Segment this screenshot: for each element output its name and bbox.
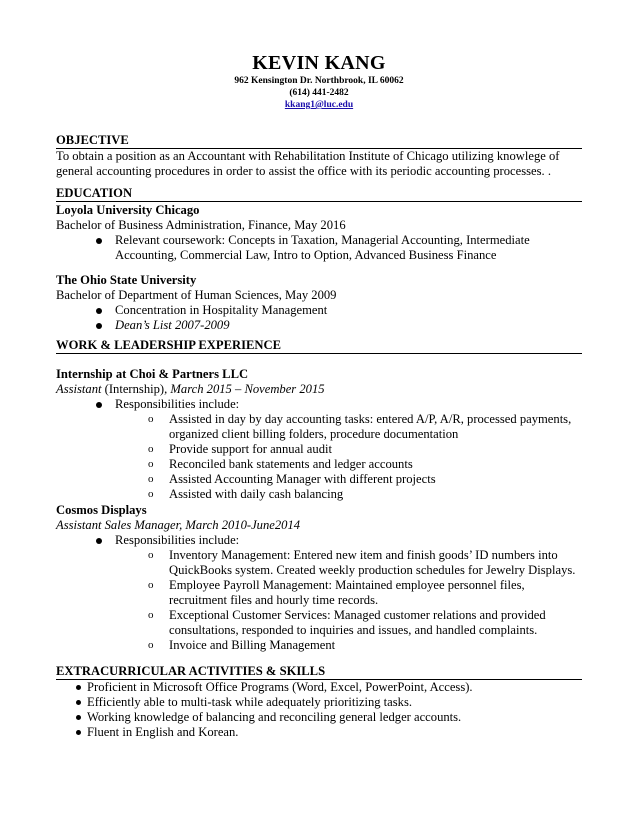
sub-bullet-icon: o	[148, 609, 154, 621]
sub-text-line: Assisted with daily cash balancing	[169, 487, 344, 501]
phone: (614) 441-2482	[289, 88, 349, 98]
skill-text: Efficiently able to multi-task while adequately prioritizing tasks.	[87, 695, 413, 709]
school-name: Loyola University Chicago	[56, 203, 200, 217]
bullet-text-line: Concentration in Hospitality Management	[115, 303, 328, 317]
skills-heading: EXTRACURRICULAR ACTIVITIES & SKILLS	[56, 664, 582, 680]
sub-text-line: Employee Payroll Management: Maintained employee personnel files,	[169, 578, 525, 592]
skill-text: Fluent in English and Korean.	[87, 725, 239, 739]
bullet-icon	[96, 402, 102, 408]
sub-text-line: organized client billing folders, procedure documentation	[169, 427, 459, 441]
sub-bullet-icon: o	[148, 549, 154, 561]
sub-bullet-icon: o	[148, 473, 154, 485]
sub-text-line: Assisted in day by day accounting tasks: entered A/P, A/R, processed payments,	[169, 412, 572, 426]
objective-heading: OBJECTIVE	[56, 133, 582, 149]
objective-line-1: To obtain a position as an Accountant with Rehabilitation Institute of Chicago utilizing knowlege of	[56, 149, 560, 163]
sub-text-line: Exceptional Customer Services: Managed customer relations and provided	[169, 608, 546, 622]
bullet-text-line: Relevant coursework: Concepts in Taxation, Managerial Accounting, Intermediate	[115, 233, 530, 247]
sub-list-item	[56, 548, 582, 578]
sub-bullet-icon: o	[148, 413, 154, 425]
sub-bullet-icon: o	[148, 458, 154, 470]
role-type: (Internship)	[101, 382, 165, 396]
sub-list-item	[56, 638, 582, 653]
address: 962 Kensington Dr. Northbrook, IL 60062	[234, 76, 404, 86]
sub-list-item	[56, 457, 582, 472]
sub-text-line: QuickBooks system. Created weekly production schedules for Jewelry Displays.	[169, 563, 576, 577]
list-item	[56, 303, 582, 318]
bullet-icon	[76, 700, 81, 705]
sub-list-item	[56, 442, 582, 457]
list-item	[56, 318, 582, 333]
sub-text-line: consultations, responded to inquiries and issues, and handled complaints.	[169, 623, 538, 637]
bullet-icon	[96, 308, 102, 314]
role-title: Assistant	[56, 382, 102, 396]
company-name: Cosmos Displays	[56, 503, 147, 517]
degree: Bachelor of Department of Human Sciences, May 2009	[56, 288, 337, 302]
applicant-name: KEVIN KANG	[252, 52, 386, 74]
resume-page	[56, 52, 582, 740]
email-line	[56, 99, 582, 111]
sub-list-item	[56, 608, 582, 638]
sub-list-item	[56, 472, 582, 487]
skill-text: Working knowledge of balancing and reconciling general ledger accounts.	[87, 710, 462, 724]
bullet-text-line: Responsibilities include:	[115, 397, 240, 411]
sub-bullet-icon: o	[148, 488, 154, 500]
role-dates: , March 2015 – November 2015	[164, 382, 325, 396]
role-line	[56, 382, 582, 397]
list-item	[56, 397, 582, 412]
bullet-icon	[76, 730, 81, 735]
sub-text-line: Provide support for annual audit	[169, 442, 332, 456]
role-title: Assistant Sales Manager, March 2010-June2014	[56, 518, 301, 532]
list-item	[56, 233, 582, 263]
company-name: Internship at Choi & Partners LLC	[56, 367, 249, 381]
sub-list-item	[56, 487, 582, 502]
sub-bullet-icon: o	[148, 639, 154, 651]
bullet-icon	[76, 715, 81, 720]
sub-list-item	[56, 412, 582, 442]
list-item	[56, 725, 582, 740]
bullet-icon	[96, 538, 102, 544]
list-item	[56, 710, 582, 725]
sub-text-line: Inventory Management: Entered new item and finish goods’ ID numbers into	[169, 548, 558, 562]
education-heading: EDUCATION	[56, 186, 582, 202]
sub-text-line: Invoice and Billing Management	[169, 638, 336, 652]
sub-text-line: recruitment files and hourly time records.	[169, 593, 379, 607]
experience-heading: WORK & LEADERSHIP EXPERIENCE	[56, 338, 582, 354]
objective-line-2: general accounting procedures in order to assist the office with its periodic accounting processes. .	[56, 164, 551, 178]
bullet-icon	[96, 238, 102, 244]
sub-text-line: Reconciled bank statements and ledger accounts	[169, 457, 413, 471]
degree: Bachelor of Business Administration, Finance, May 2016	[56, 218, 346, 232]
email-link[interactable]: kkang1@luc.edu	[284, 100, 354, 110]
school-name: The Ohio State University	[56, 273, 197, 287]
sub-text-line: Assisted Accounting Manager with different projects	[169, 472, 436, 486]
sub-list-item	[56, 578, 582, 608]
list-item	[56, 680, 582, 695]
skill-text: Proficient in Microsoft Office Programs (Word, Excel, PowerPoint, Access).	[87, 680, 473, 694]
sub-bullet-icon: o	[148, 443, 154, 455]
list-item	[56, 695, 582, 710]
bullet-text-line: Dean’s List 2007-2009	[115, 318, 230, 332]
bullet-icon	[76, 685, 81, 690]
bullet-icon	[96, 323, 102, 329]
bullet-text-line: Accounting, Commercial Law, Intro to Option, Advanced Business Finance	[115, 248, 497, 262]
sub-bullet-icon: o	[148, 579, 154, 591]
list-item	[56, 533, 582, 548]
bullet-text-line: Responsibilities include:	[115, 533, 240, 547]
